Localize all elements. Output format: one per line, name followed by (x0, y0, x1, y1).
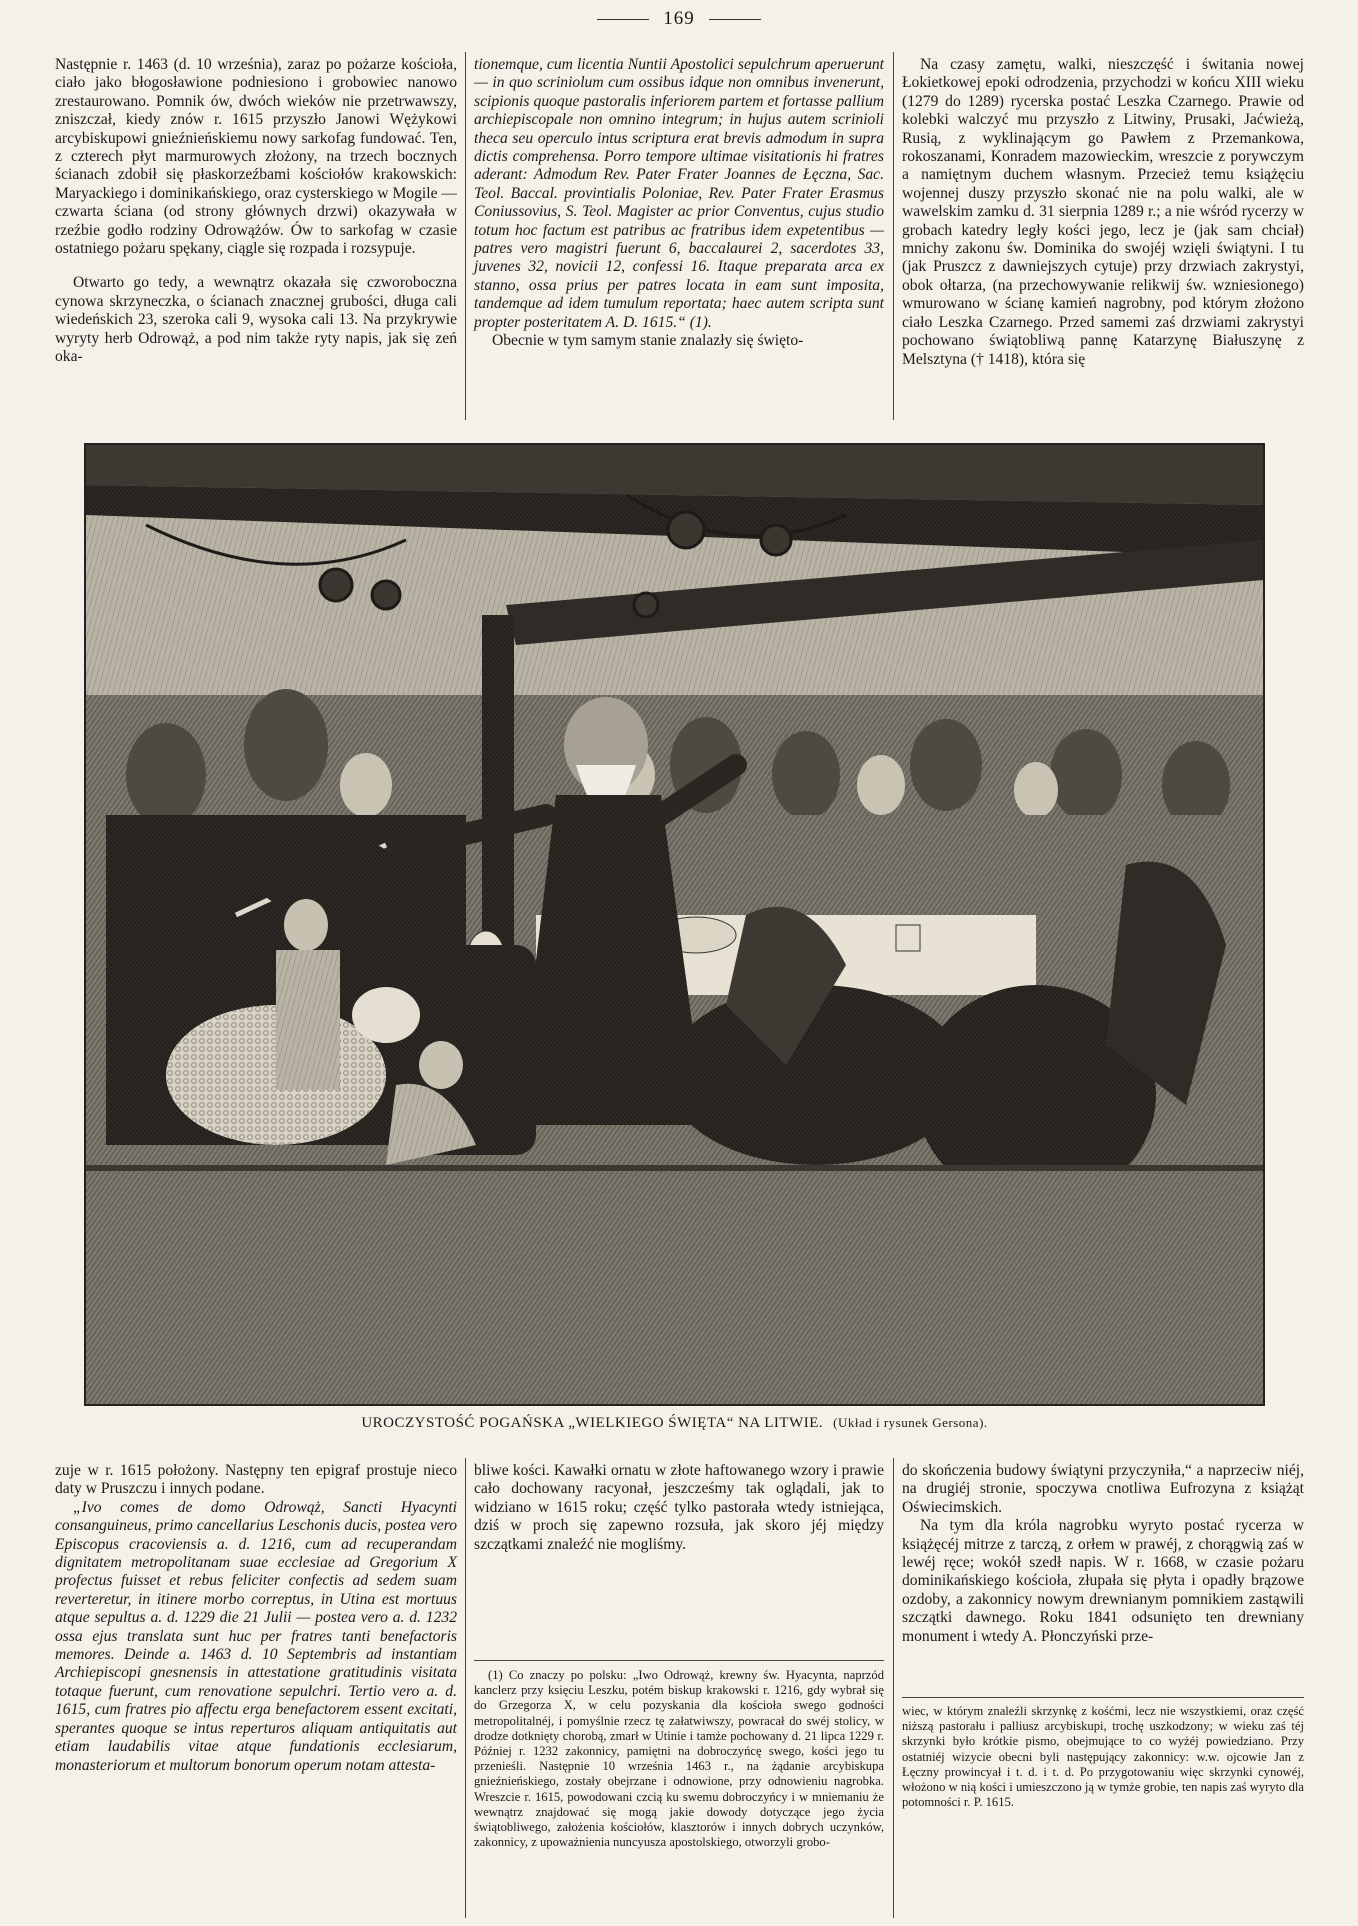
footnote-text-1: (1) Co znaczy po polsku: „Iwo Odrowąż, krewny św. Hyacynta, naprzód kanclerz przy księciu Leszku, potém biskup krakowski r. 1216, gdy wybrał się do Grzegorza X, w celu pozyskania dla kościoła swego godności metropolitalnéj, i pomyślnie rzecz tę załatwiwszy, powracał do swéj stolicy, w drodze dotknięty chorobą, zmarł w Utinie i tamże pochowany d. 21 lipca 1229 r. Później r. 1232 zakonnicy, pamiętni na dobroczyńcę swego, kości jego tu przenieśli. Następnie 10 września 1463 r., na żądanie arcybiskupa gnieźnieńskiego, zostały obejrzane i odnowione, przy odnowieniu nagrobka. Wreszcie r. 1615, powodowani czcią ku swemu dobroczyńcy i w mniemaniu że wewnątrz znajdować się mogą jakie dowody dotyczące jego życia świątobliwego, założenia kościołów, klasztorów i innych dobrych uczynków, zakonnicy, z upoważnienia nuncyusza apostolskiego, otworzyli grobo- (474, 1668, 884, 1850)
illustration-caption (84, 1415, 1265, 1432)
bottom-column-2 (474, 1462, 884, 1554)
caption-credit: (Układ i rysunek Gersona). (833, 1415, 988, 1430)
column-divider (893, 1458, 894, 1918)
top-column-3 (902, 56, 1304, 369)
column-divider (893, 52, 894, 420)
top-col1-paragraph-1: Następnie r. 1463 (d. 10 września), zaraz po pożarze kościoła, ciało jako błogosławione podniesiono i grobowiec nanowo zrestaurowano. Pomnik ów, dwóch wieków nie przetrwawszy, zniszczał, kiedy znów r. 1615 przyszło Janowi Wężykowi arcybiskupowi gnieźnieńskiemu nowy sarkofag fundować. Ten, z czterech płyt marmurowych złożony, na trzech bocznych ścianach zdobił się płaskorzeźbami kościołów krakowskich: Maryackiego i dominikańskiego, oraz cysterskiego w Mogile — czwarta ściana (od strony głównych drzwi) okazywała w rzeźbie godło rodziny Odrowążów. Ów to sarkofag w czasie ostatniego pożaru spękany, ciągle się rozpada i rozsypuje. (55, 56, 457, 258)
bottom-column-3 (902, 1462, 1304, 1646)
footnote-text-2: wiec, w którym znaleźli skrzynkę z kośćmi, lecz nie wszystkiemi, oraz część niższą pastorału i palliusz arcybiskupi, trochę uszkodzony; w wieku zaś téj skrzynki było krótkie pismo, obejmujące to co wyżéj powiedziano. Przy ostatniéj wizycie obecni byli następujący zakonnicy: w.w. ojcowie Jan z Łęczny prowincyał i t. d. i t. d. Po przygotowaniu więc skrzynki cynowéj, włożono w nią kości i umieszczono ją w tymże grobie, ten napis zaś wyryto dla potomności r. P. 1615. (902, 1704, 1304, 1810)
top-col3-paragraph: Na czasy zamętu, walki, nieszczęść i świtania nowej Łokietkowej epoki odrodzenia, przychodzi w końcu XIII wieku (1279 do 1289) rycerska postać Leszka Czarnego. Prawie od kolebki walczyć mu przyszło z Litwiny, Prusaki, Jaćwieżą, Rusią, z wyklinającym go Pawłem z Przemankowa, rokoszanami, Konradem mazowieckim, wreszcie z porywczym a namiętnym duchem własnym. Przecież temu książęciu wojennej duszy przyszło skonać nie na polu walki, ale w wawelskim zamku d. 31 sierpnia 1289 r.; a nie wśród rycerzy w grobach katedry legły kości jego, lecz je (jak sam chciał) mnichy zakonu św. Dominika do swojéj wzięli świątyni. I tu (jak Pruszcz z dawniejszych cytuje) przy drzwiach zakrystyi, obok ołtarza, (na przechowywanie relikwij św. wzniesionego) wmurowano w ścianę kamień nagrobny, pod którym złożono ciało Leszka Czarnego. Przed samemi zaś drzwiami zakrystyi pochowano świątobliwą pannę Katarzynę Białuszynę z Melsztyna († 1418), która się (902, 56, 1304, 368)
latin-inscription-text: tionemque, cum licentia Nuntii Apostolici sepulchrum aperuerunt — in quo scriniolum cum ossibus idque non omnibus invenerunt, scipionis quoque pastoralis inferiorem partem et fortasse pallium archiepiscopale non omnino integrum; in hujus autem scrinioli theca seu operculo intus scriptura erat brevis admodum in supra dictis comprehensa. Porro tempore ultimae visitationis hi fratres aderant: Admodum Rev. Pater Frater Joannes de Łęczna, Sac. Teol. Baccal. provintialis Poloniae, Rev. Pater Frater Erasmus Coniussovius, S. Teol. Magister ac prior Conventus, cujus studio totum hoc factum est patribus ac fratribus idem expetentibus — patres vero magistri fuerunt 6, baccalaurei 2, sacerdotes 33, juvenes 32, novicii 12, confessi 16. Itaque preparata arca ex stanno, ossa prius per patres locata in eam sunt imposita, tandemque ad idem tumulum reportata; haec autem scripta sunt propter posteritatem A. D. 1615.“ (1). (474, 56, 884, 331)
top-col2-tail: Obecnie w tym samym stanie znalazły się święto- (492, 332, 804, 350)
caption-title: UROCZYSTOŚĆ POGAŃSKA „WIELKIEGO ŚWIĘTA“ NA LITWIE. (361, 1415, 824, 1431)
footnote-part-2 (902, 1704, 1304, 1810)
engraving-scene (86, 445, 1263, 1404)
top-col1-paragraph-2: Otwarto go tedy, a wewnątrz okazała się czworoboczna cynowa skrzyneczka, o ścianach znacznej grubości, długa cali wiedeńskich 23, szeroka cali 9, wysoka cali 13. Na przykrywie wyryty herb Odrowąż, a pod nim także ryty napis, jak się zeń oka- (55, 274, 457, 366)
ivo-epitaph-latin: „Ivo comes de domo Odrowąż, Sancti Hyacynti consanguineus, primo cancellarius Leschonis ducis, postea vero Episcopus cracoviensis a. d. 1216, cum ad recuperandam dignitatem metropolitanam suae ecclesiae ad Gregorium X profectus fuisset et rebus feliciter confectis ad sedem suam reverteretur, in itinere morbo correptus, in Utina est mortuus atque sepultus a. d. 1229 die 21 Julii — postea vero a. d. 1232 ossa ejus translata sunt huc per fratres tanti benefactoris memores. Deinde a. 1463 d. 10 Septembris ad instantiam Archiepiscopi gnesnensis in attestatione gratitudinis visitata totaque fuerunt, cum renovatione sepulchri. Tertio vero a. d. 1615, cum fratres pio affectu erga benefactorem essent excitati, sperantes quoque se intus reperturos aliquam antiquitatis aut etiam laudabilis vitae atque fundationis ecclesiarum, monasteriorum et multorum bonorum operum notam attesta- (55, 1498, 457, 1774)
footnote-separator (902, 1697, 1304, 1698)
column-divider (465, 52, 466, 420)
top-column-2 (474, 56, 884, 351)
footnote-part-1 (474, 1668, 884, 1850)
bottom-col1-intro: zuje w r. 1615 położony. Następny ten epigraf prostuje nieco daty w Pruszczu i innych podane. (55, 1462, 457, 1498)
column-divider (465, 1458, 466, 1918)
engraving-illustration (84, 443, 1265, 1406)
footnote-separator (474, 1660, 884, 1661)
bottom-column-1 (55, 1462, 457, 1775)
bottom-col2-paragraph: bliwe kości. Kawałki ornatu w złote haftowanego wzory i prawie cało dochowany racyonał, jeszcześmy tak oglądali, jak to widziano w 1615 roku; część tylko pastorała wtedy istniejąca, dziś w proch się zapewno rozsuła, jak skoro jéj między szczątkami znaleźć nie mogliśmy. (474, 1462, 884, 1553)
page-number: 169 (0, 8, 1358, 30)
bottom-col3-paragraph-1: do skończenia budowy świątyni przyczyniła,“ a naprzeciw niéj, na drugiéj stronie, spoczywa cnotliwa Eufrozyna z książąt Oświecimskich. (902, 1462, 1304, 1516)
top-column-1 (55, 56, 457, 367)
bottom-col3-paragraph-2: Na tym dla króla nagrobku wyryto postać rycerza w książęcéj mitrze z tarczą, z orłem w prawéj, z chorągwią zaś w lewéj ręce; wokół szedł napis. W r. 1668, w czasie pożaru dominikańskiego kościoła, złupała się płyta i opadły brązowe ozdoby, a zakonnicy nowym drewnianym pomnikiem zastąwili szczątki dawnego. Roku 1841 odsunięto ten drewniany monument i wtedy A. Płonczyński prze- (902, 1517, 1304, 1645)
